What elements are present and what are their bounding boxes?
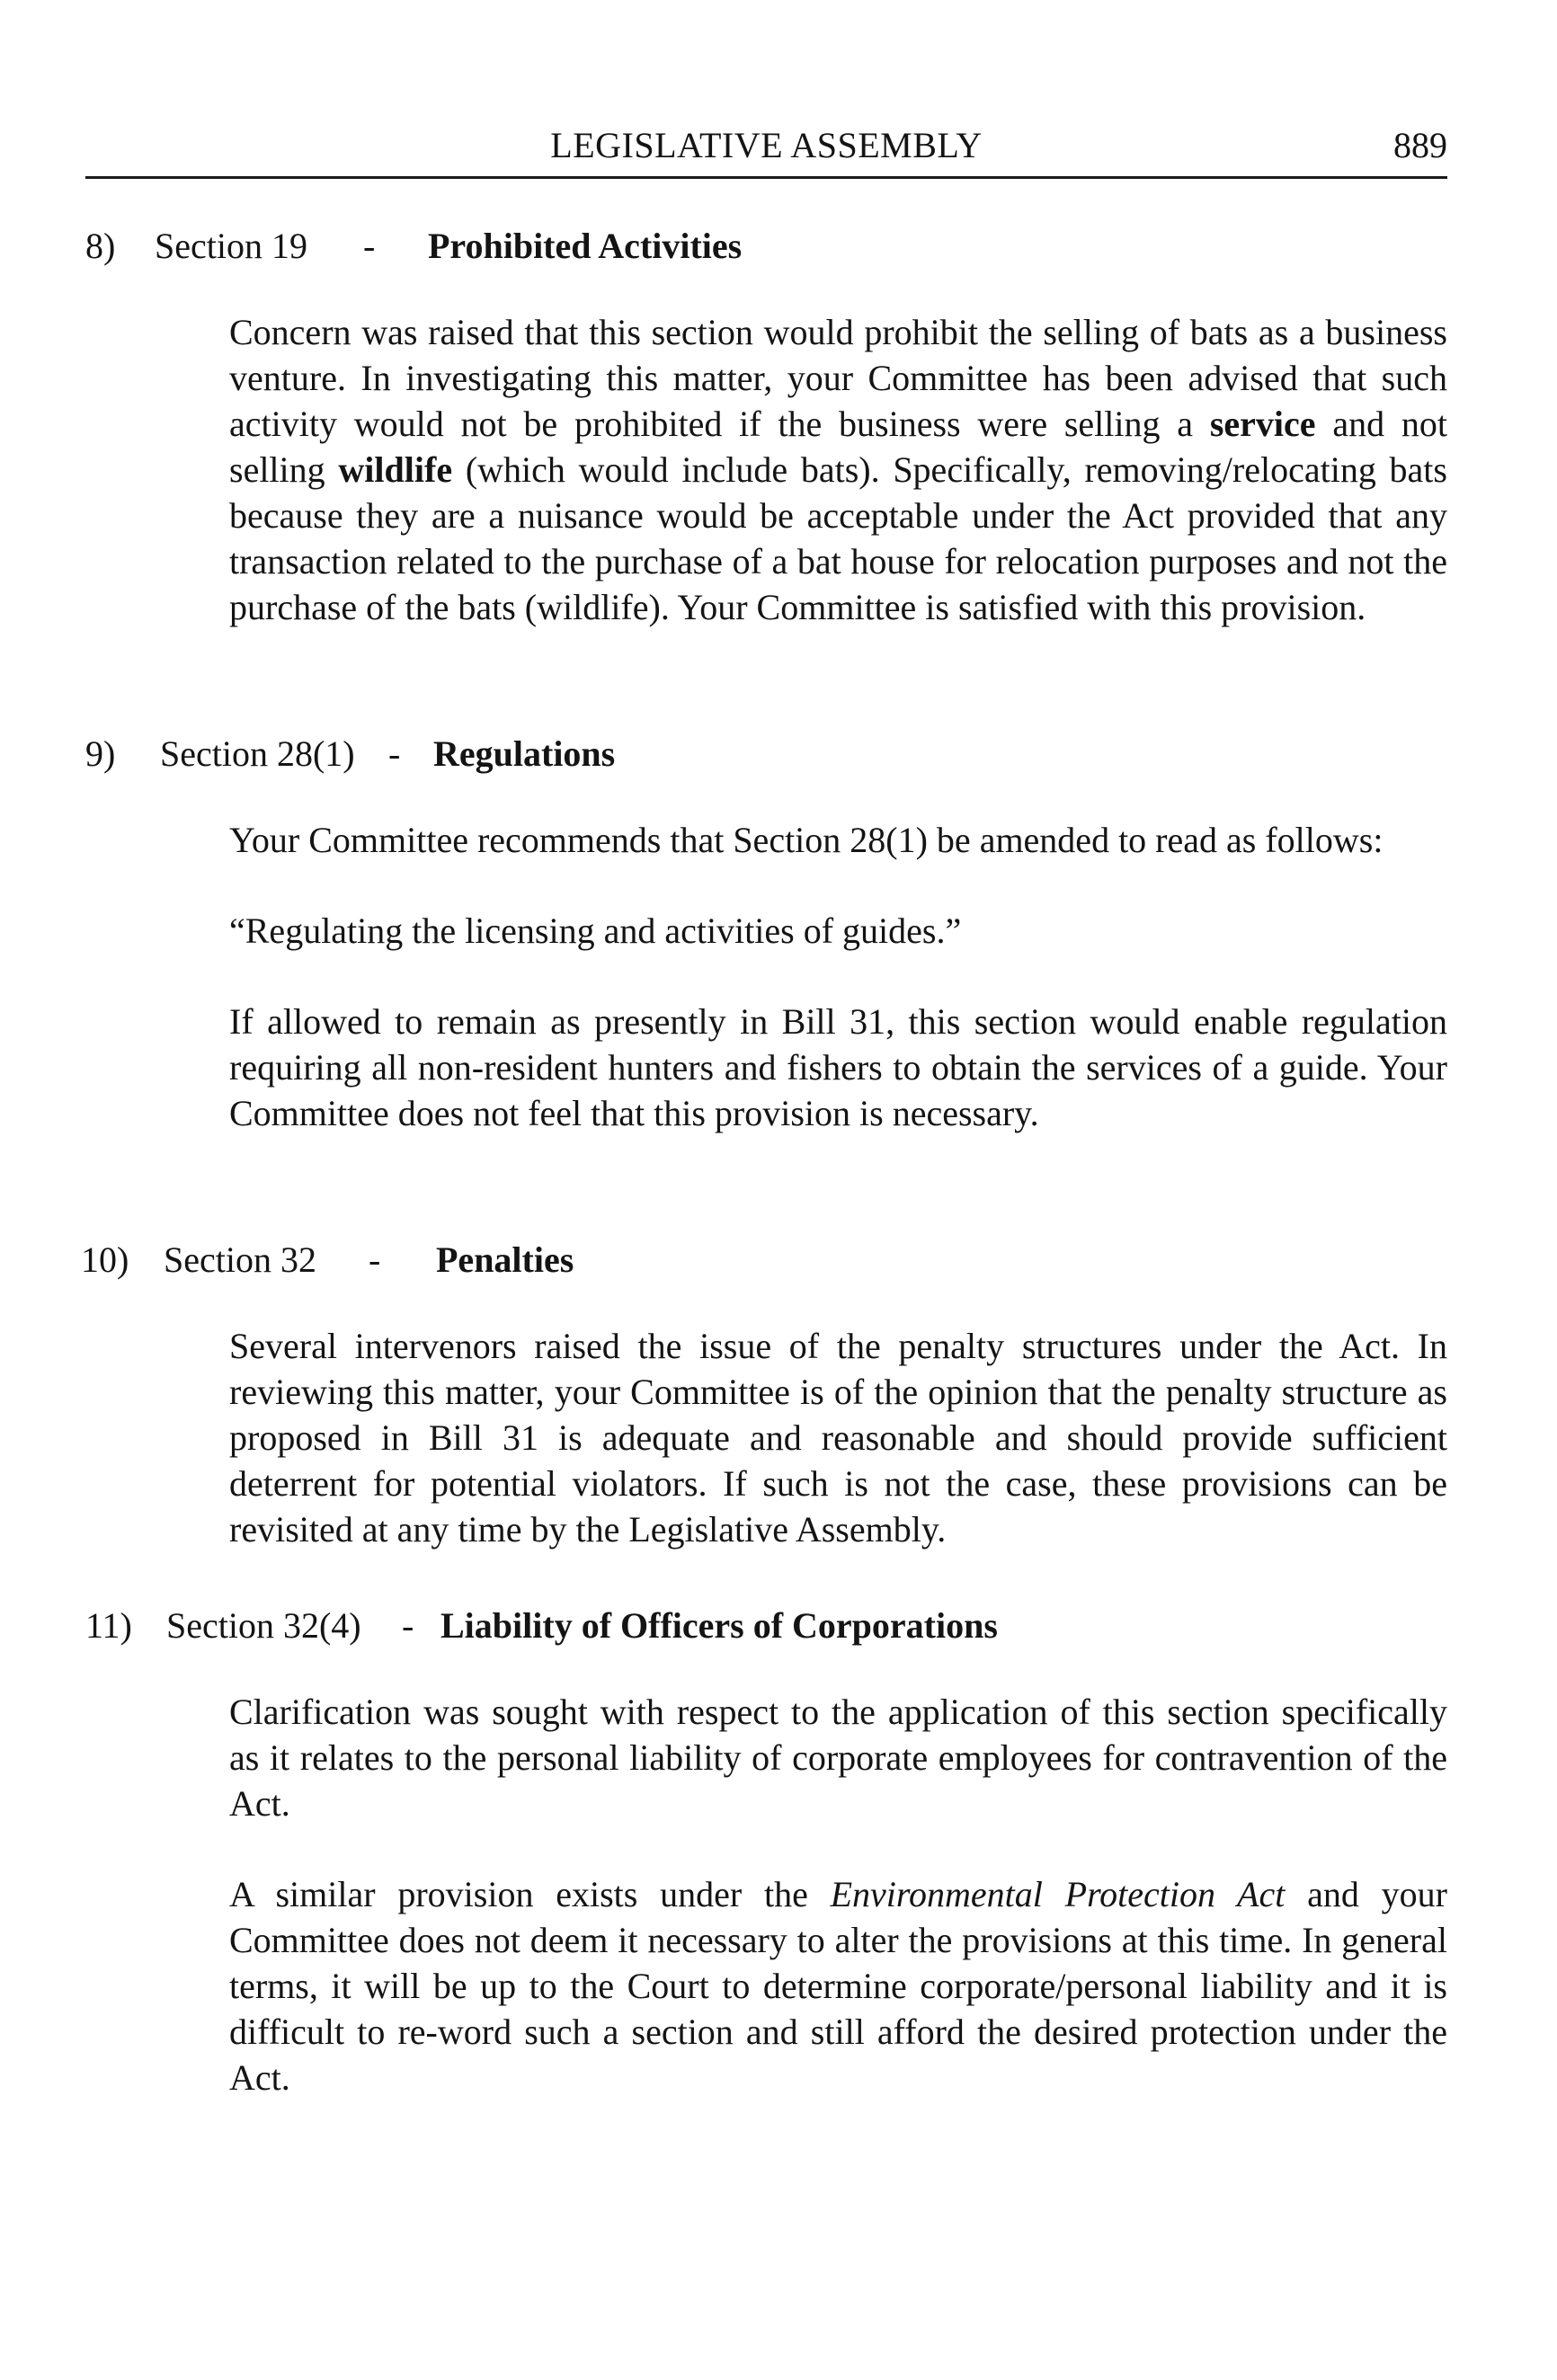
section-dash: -	[369, 1239, 381, 1280]
section-heading	[0, 225, 1557, 275]
text-run: Concern was raised that this section would prohibit the selling of bats as a business venture. In investigating this matter, your Committee has been advised that such activity would not be prohibited if the business were selling a	[229, 312, 1447, 444]
section-10	[0, 1239, 1557, 1552]
text-run: (which would include bats). Specifically, removing/relocating bats because they are a nuisance would be acceptable under the Act provided that any transaction related to the purchase of a bat house for relocation purposes and not the purchase of the bats (wildlife). Your Committee is satisfied with this provision.	[229, 449, 1447, 627]
bold-term-service: service	[1209, 404, 1316, 444]
section-11	[0, 1604, 1557, 2100]
section-heading	[0, 1239, 1557, 1289]
header-rule	[85, 176, 1447, 179]
section-reference: Section 19	[155, 226, 307, 266]
running-header	[85, 124, 1447, 178]
section-number: 10)	[81, 1239, 129, 1280]
section-title: Regulations	[433, 733, 616, 774]
section-reference: Section 28(1)	[160, 733, 355, 774]
text-run: and your Committee does not deem it necessary to alter the provisions at this time. In general terms, it will be up to the Court to determine corporate/personal liability and it is difficult to re-word such a section and still afford the desired protection under the Act.	[229, 1874, 1447, 2098]
paragraph	[229, 309, 1447, 630]
section-heading	[0, 1604, 1557, 1655]
running-title: LEGISLATIVE ASSEMBLY	[550, 125, 983, 165]
text-run: and not selling	[229, 404, 1447, 490]
bold-term-wildlife: wildlife	[338, 449, 453, 490]
italic-act-title: Environmental Protection Act	[830, 1874, 1286, 1914]
page-number: 889	[1393, 125, 1447, 165]
section-reference: Section 32	[164, 1239, 316, 1280]
section-heading	[0, 733, 1557, 783]
section-title: Prohibited Activities	[428, 226, 743, 266]
section-8	[0, 225, 1557, 630]
paragraph: If allowed to remain as presently in Bill 31, this section would enable regulation requiring all non-resident hunters and fishers to obtain the services of a guide. Your Committee does not feel that this provision is necessary.	[229, 1001, 1447, 1133]
text-run: A similar provision exists under the	[229, 1874, 831, 1914]
section-dash: -	[402, 1605, 414, 1646]
section-title: Liability of Officers of Corporations	[440, 1605, 998, 1646]
paragraph: Several intervenors raised the issue of the penalty structures under the Act. In reviewing this matter, your Committee is of the opinion that the penalty structure as proposed in Bill 31 is adequate and reasonable and should provide sufficient deterrent for potential violators. If such is not the case, these provisions can be revisited at any time by the Legislative Assembly.	[229, 1326, 1447, 1550]
paragraph: Your Committee recommends that Section 28(1) be amended to read as follows:	[229, 820, 1384, 860]
section-number: 9)	[85, 733, 116, 774]
quoted-amendment: “Regulating the licensing and activities of guides.”	[229, 910, 962, 951]
section-dash: -	[363, 226, 376, 266]
section-number: 8)	[85, 226, 116, 266]
paragraph	[229, 1871, 1447, 2100]
paragraph: Clarification was sought with respect to the application of this section specifically as it relates to the personal liability of corporate employees for contravention of the Act.	[229, 1692, 1447, 1824]
section-dash: -	[388, 733, 401, 774]
section-number: 11)	[85, 1605, 132, 1646]
section-9	[0, 733, 1557, 1136]
section-title: Penalties	[436, 1239, 574, 1280]
section-reference: Section 32(4)	[166, 1605, 361, 1646]
